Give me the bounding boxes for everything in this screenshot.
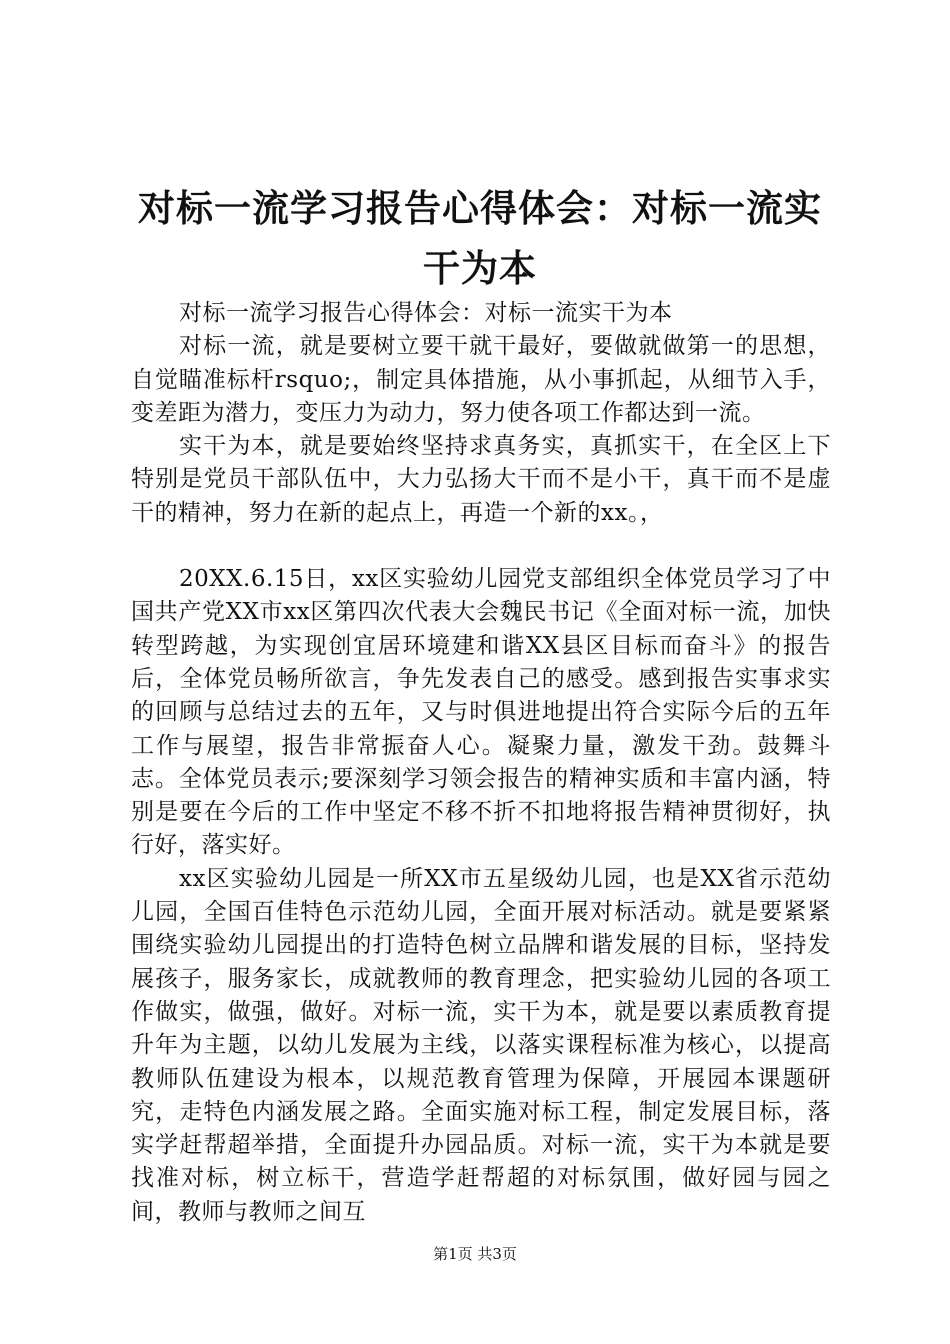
- document-title: 对标一流学习报告心得体会：对标一流实干为本: [138, 186, 822, 290]
- paragraph-kindergarten: xx区实验幼儿园是一所XX市五星级幼儿园，也是XX省示范幼儿园，全国百佳特色示范幼儿园，全面开展对标活动。就是要紧紧围绕实验幼儿园提出的打造特色树立品牌和谐发展的目标，坚持发展孩子，服务家长，成就教师的教育理念，把实验幼儿园的各项工作做实，做强，做好。对标一流，实干为本，就是要以素质教育提升年为主题，以幼儿发展为主线，以落实课程标准为核心，以提高教师队伍建设为根本，以规范教育管理为保障，开展园本课题研究，走特色内涵发展之路。全面实施对标工程，制定发展目标，落实学赶帮超举措，全面提升办园品质。对标一流，实干为本就是要找准对标，树立标干，营造学赶帮超的对标氛围，做好园与园之间，教师与教师之间互: [131, 865, 831, 1225]
- page-number: 第1页 共3页: [433, 1245, 517, 1263]
- paragraph-practical: 实干为本，就是要始终坚持求真务实，真抓实干，在全区上下特别是党员干部队伍中，大力弘扬大干而不是小干，真干而不是虚干的精神，努力在新的起点上，再造一个新的xx。，: [131, 433, 831, 526]
- paragraph-subtitle: 对标一流学习报告心得体会：对标一流实干为本: [179, 300, 673, 326]
- paragraph-meeting: 20XX.6.15日，xx区实验幼儿园党支部组织全体党员学习了中国共产党XX市xx区第四次代表大会魏民书记《全面对标一流，加快转型跨越，为实现创宜居环境建和谐XX县区目标而奋斗》的报告后，全体党员畅所欲言，争先发表自己的感受。感到报告实事求实的回顾与总结过去的五年，又与时俱进地提出符合实际今后的五年工作与展望，报告非常振奋人心。凝聚力量，激发干劲。鼓舞斗志。全体党员表示;要深刻学习领会报告的精神实质和丰富内涵，特别是要在今后的工作中坚定不移不折不扣地将报告精神贯彻好，执行好，落实好。: [131, 566, 831, 859]
- document-body: [131, 297, 831, 1229]
- paragraph-benchmark: 对标一流，就是要树立要干就干最好，要做就做第一的思想，自觉瞄准标杆rsquo;，制定具体措施，从小事抓起，从细节入手，变差距为潜力，变压力为动力，努力使各项工作都达到一流。: [131, 333, 831, 426]
